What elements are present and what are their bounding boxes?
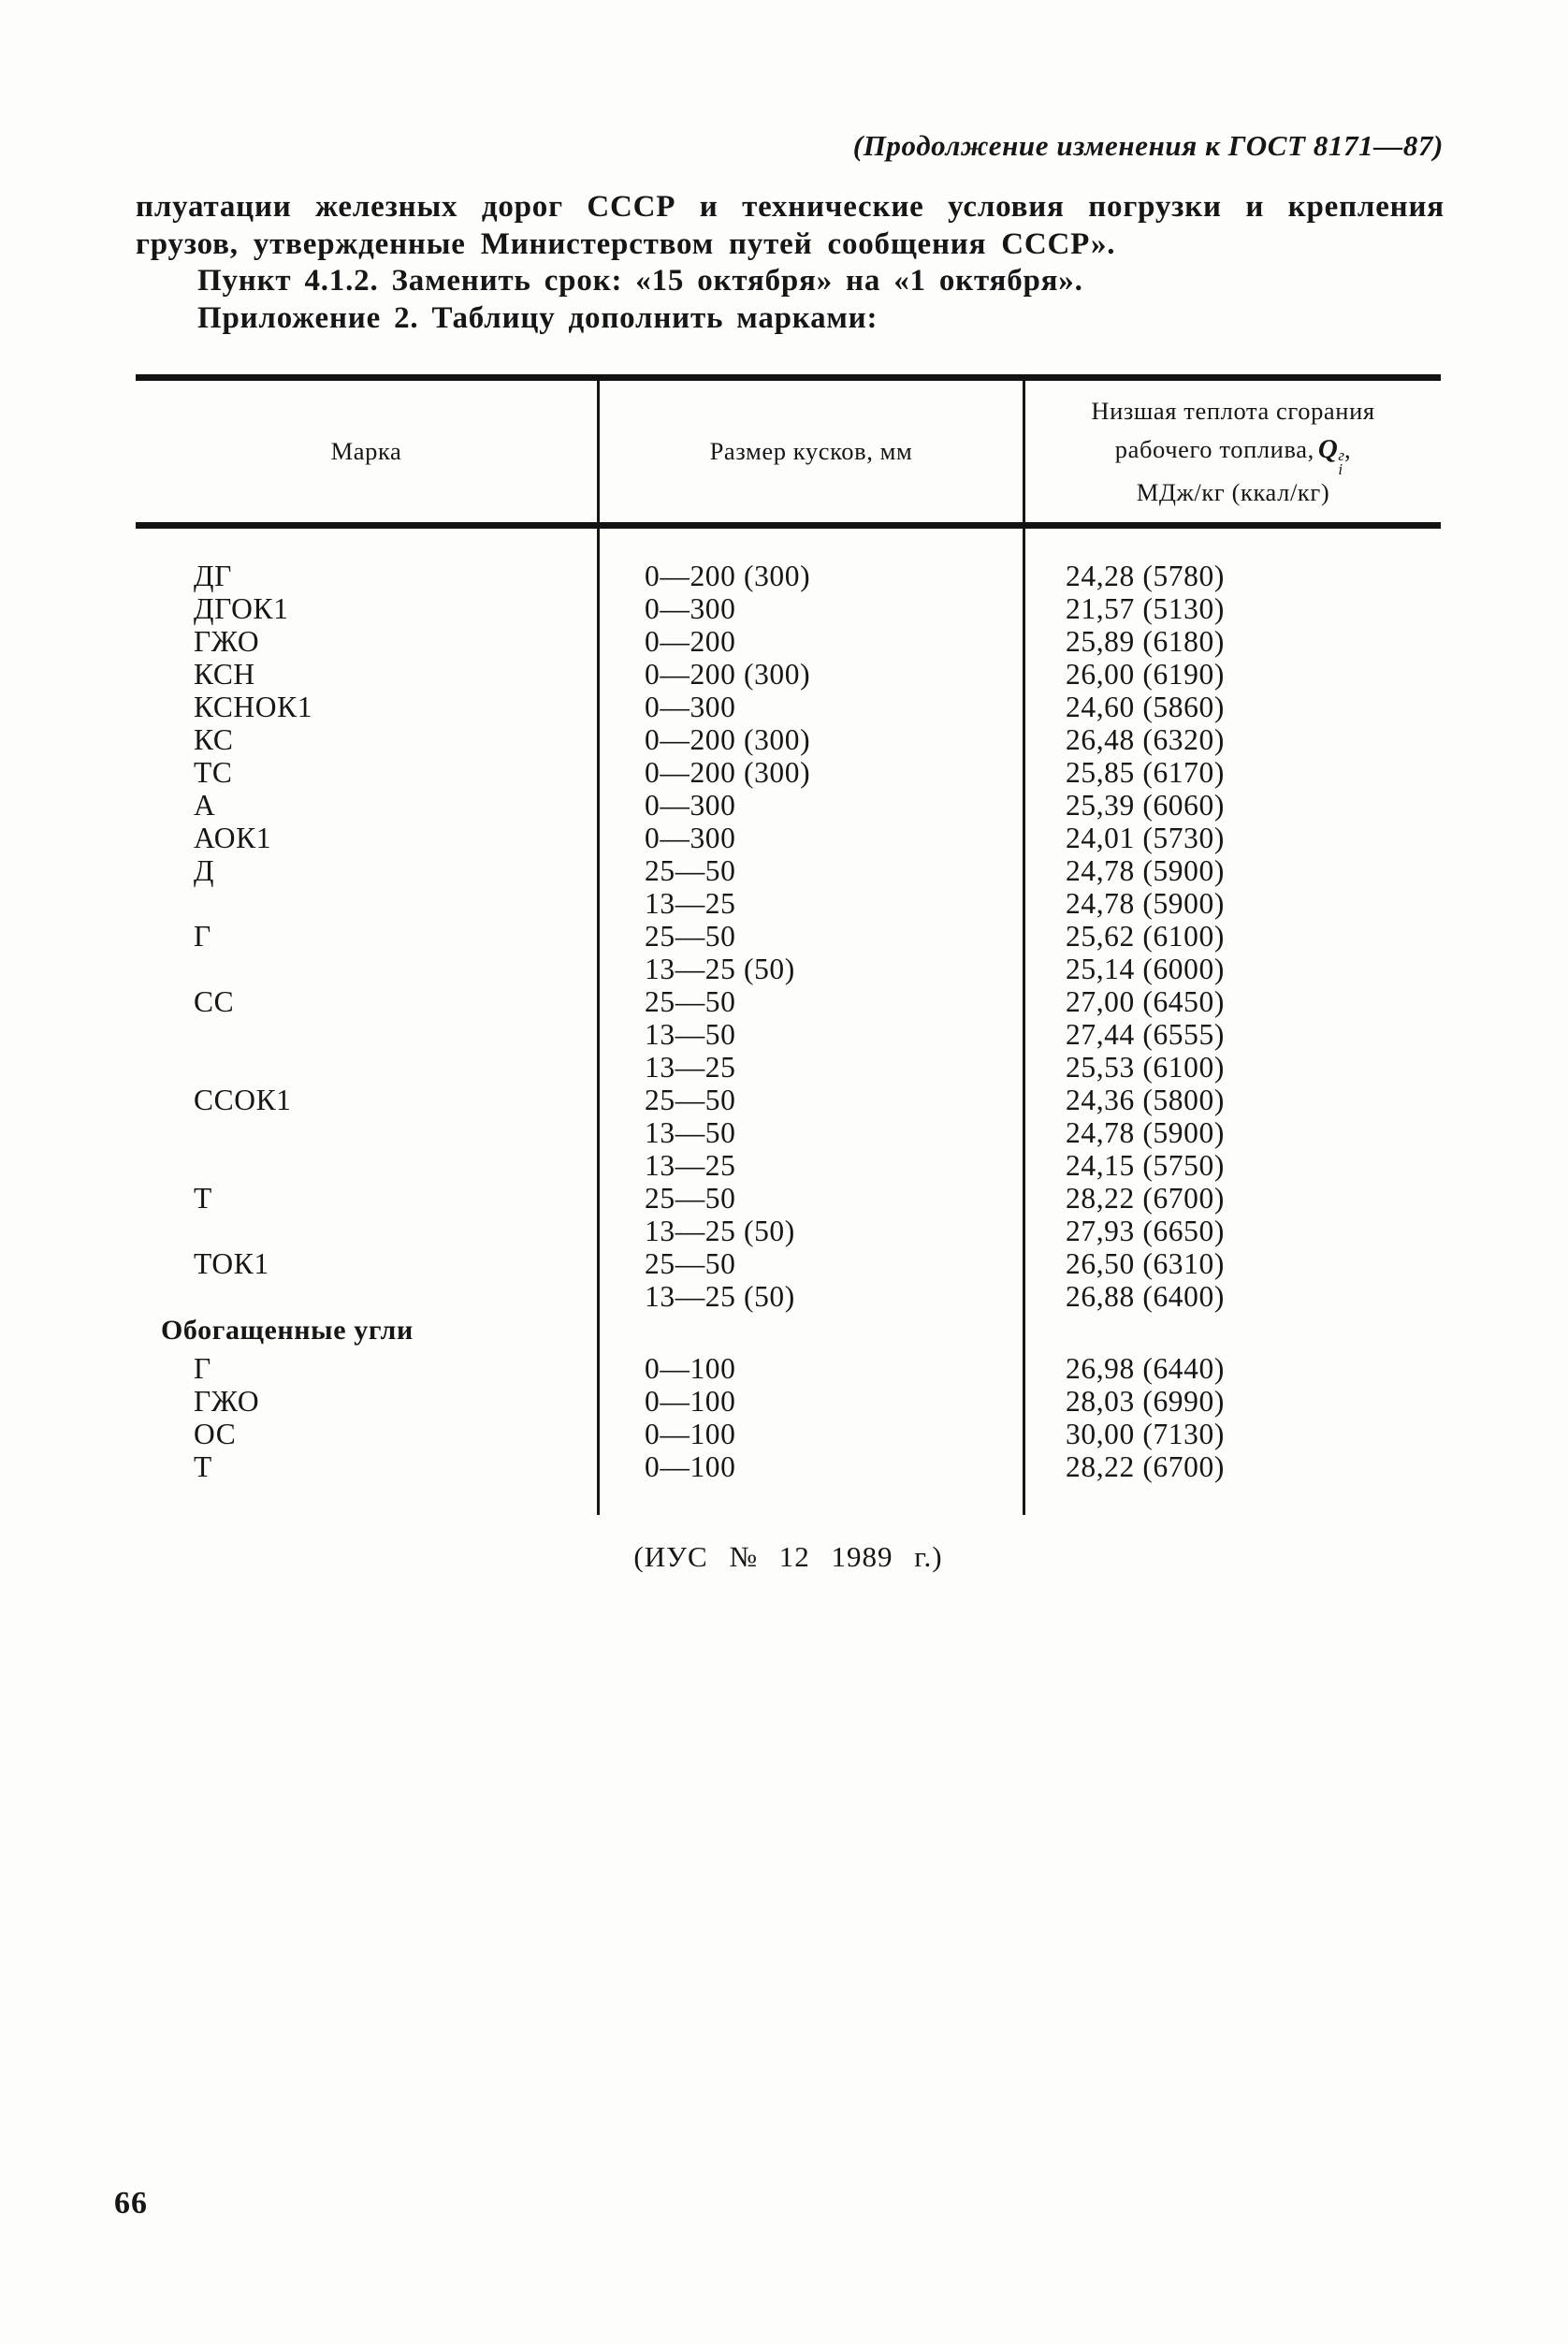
paragraph-word: железных xyxy=(315,190,458,224)
heat-cell: 26,48 (6320) xyxy=(1023,723,1441,756)
size-cell: 0—200 (300) xyxy=(597,658,1023,691)
size-cell: 0—200 (300) xyxy=(597,560,1023,592)
mark-cell: ДГ xyxy=(194,560,232,592)
size-cell: 0—100 xyxy=(597,1418,1023,1450)
mark-cell xyxy=(136,1051,597,1084)
size-cell: 13—25 (50) xyxy=(597,953,1023,985)
table-row xyxy=(136,625,1441,658)
q-sup-sub xyxy=(1338,445,1344,478)
paragraph-line-3: Пункт 4.1.2. Заменить срок: «15 октября» на «1 октября». xyxy=(197,264,1083,298)
size-cell: 0—200 (300) xyxy=(597,756,1023,789)
heat-cell: 26,88 (6400) xyxy=(1023,1280,1441,1313)
size-cell: 13—25 xyxy=(597,1149,1023,1182)
table-row xyxy=(136,1149,1441,1182)
table-row xyxy=(136,1084,1441,1116)
mark-cell: ТС xyxy=(194,756,233,789)
paragraph-word: технические xyxy=(742,190,924,224)
table-row xyxy=(136,789,1441,822)
table-row xyxy=(136,658,1441,691)
heat-header-line2 xyxy=(1114,430,1352,478)
heat-cell: 24,78 (5900) xyxy=(1023,854,1441,887)
heat-cell: 28,03 (6990) xyxy=(1023,1385,1441,1418)
mark-cell: ТОК1 xyxy=(194,1247,269,1280)
q-subscript: i xyxy=(1338,459,1343,478)
table-row xyxy=(136,854,1441,887)
size-cell: 13—25 (50) xyxy=(597,1280,1023,1313)
table-row xyxy=(136,1450,1441,1483)
paragraph-word: условия xyxy=(948,190,1065,224)
intro-paragraph xyxy=(136,189,1445,337)
table-spacer-row xyxy=(136,1483,1441,1515)
heat-cell: 26,00 (6190) xyxy=(1023,658,1441,691)
size-cell: 25—50 xyxy=(597,920,1023,953)
table-row xyxy=(136,1280,1441,1313)
table-header-row xyxy=(136,381,1441,529)
table-row xyxy=(136,920,1441,953)
heat-cell: 24,60 (5860) xyxy=(1023,691,1441,723)
heat-cell: 26,98 (6440) xyxy=(1023,1352,1441,1385)
column-header-size: Размер кусков, мм xyxy=(597,381,1023,522)
table-row xyxy=(136,985,1441,1018)
heat-cell: 24,78 (5900) xyxy=(1023,1116,1441,1149)
heat-cell: 27,44 (6555) xyxy=(1023,1018,1441,1051)
paragraph-line-1 xyxy=(136,189,1445,226)
size-cell: 25—50 xyxy=(597,985,1023,1018)
mark-cell: КСН xyxy=(194,658,255,691)
mark-cell: СС xyxy=(194,985,235,1018)
mark-cell: КС xyxy=(194,723,234,756)
size-cell xyxy=(597,1483,1023,1515)
heat-cell: 25,39 (6060) xyxy=(1023,789,1441,822)
heat-cell: 25,53 (6100) xyxy=(1023,1051,1441,1084)
paragraph-line-4: Приложение 2. Таблицу дополнить марками: xyxy=(197,300,878,335)
heat-cell: 28,22 (6700) xyxy=(1023,1182,1441,1215)
size-cell: 13—25 xyxy=(597,887,1023,920)
table-row xyxy=(136,1215,1441,1247)
mark-cell xyxy=(136,1280,597,1313)
mark-cell: Г xyxy=(194,920,211,953)
column-header-heat xyxy=(1023,381,1441,522)
heat-cell xyxy=(1023,1483,1441,1515)
size-cell: 0—100 xyxy=(597,1352,1023,1385)
mark-cell: ДГОК1 xyxy=(194,592,289,625)
table-row xyxy=(136,1247,1441,1280)
ius-source-note: (ИУС № 12 1989 г.) xyxy=(633,1540,943,1573)
size-cell: 13—50 xyxy=(597,1116,1023,1149)
paragraph-word: и xyxy=(699,190,719,224)
table-row xyxy=(136,691,1441,723)
mark-cell xyxy=(136,953,597,985)
mark-cell xyxy=(136,1215,597,1247)
mark-cell xyxy=(136,1149,597,1182)
table-spacer-row xyxy=(136,529,1441,560)
coal-grades-table xyxy=(136,374,1441,1515)
heat-cell xyxy=(1023,529,1441,560)
table-row xyxy=(136,592,1441,625)
table-row xyxy=(136,1352,1441,1385)
heat-cell: 25,14 (6000) xyxy=(1023,953,1441,985)
heat-cell: 25,85 (6170) xyxy=(1023,756,1441,789)
size-cell: 13—25 (50) xyxy=(597,1215,1023,1247)
size-cell: 0—200 (300) xyxy=(597,723,1023,756)
heat-cell: 30,00 (7130) xyxy=(1023,1418,1441,1450)
table-body xyxy=(136,529,1441,1515)
paragraph-line-2: грузов, утвержденные Министерством путей сообщения СССР». xyxy=(136,226,1116,261)
page-number: 66 xyxy=(114,2186,148,2220)
table-row xyxy=(136,953,1441,985)
mark-cell xyxy=(136,1018,597,1051)
continuation-note: (Продолжение изменения к ГОСТ 8171—87) xyxy=(852,129,1444,162)
mark-cell xyxy=(136,529,597,560)
heat-cell: 24,36 (5800) xyxy=(1023,1084,1441,1116)
table-section-row xyxy=(136,1313,1441,1352)
size-cell xyxy=(597,1313,1023,1352)
paragraph-word: дорог xyxy=(481,190,563,224)
size-cell xyxy=(597,529,1023,560)
paragraph-word: погрузки xyxy=(1088,190,1222,224)
size-cell: 25—50 xyxy=(597,1247,1023,1280)
heat-cell: 26,50 (6310) xyxy=(1023,1247,1441,1280)
heat-cell: 27,00 (6450) xyxy=(1023,985,1441,1018)
mark-cell xyxy=(136,1116,597,1149)
paragraph-word: СССР xyxy=(587,190,676,224)
heat-header-line2-text: рабочего топлива, xyxy=(1114,434,1314,463)
size-cell: 0—200 xyxy=(597,625,1023,658)
mark-cell: КСНОК1 xyxy=(194,691,313,723)
paragraph-word: крепления xyxy=(1287,190,1445,224)
paragraph-word: плуатации xyxy=(136,190,292,224)
table-row xyxy=(136,1018,1441,1051)
q-superscript: г xyxy=(1338,445,1344,464)
table-row xyxy=(136,1418,1441,1450)
heat-cell xyxy=(1023,1313,1441,1352)
size-cell: 13—50 xyxy=(597,1018,1023,1051)
mark-cell: АОК1 xyxy=(194,822,272,854)
heat-cell: 24,15 (5750) xyxy=(1023,1149,1441,1182)
heat-cell: 25,89 (6180) xyxy=(1023,625,1441,658)
size-cell: 25—50 xyxy=(597,1084,1023,1116)
table-row xyxy=(136,723,1441,756)
mark-cell: ОС xyxy=(194,1418,237,1450)
mark-cell: Обогащенные угли xyxy=(161,1315,414,1346)
size-cell: 0—300 xyxy=(597,789,1023,822)
table-row xyxy=(136,822,1441,854)
table-row xyxy=(136,560,1441,592)
size-cell: 0—300 xyxy=(597,592,1023,625)
mark-cell: А xyxy=(194,789,216,822)
paragraph-word: и xyxy=(1245,190,1265,224)
mark-cell: ГЖО xyxy=(194,625,260,658)
mark-cell: Д xyxy=(194,854,215,887)
heat-cell: 24,01 (5730) xyxy=(1023,822,1441,854)
heat-header-line1: Низшая теплота сгорания xyxy=(1091,396,1375,425)
size-cell: 25—50 xyxy=(597,1182,1023,1215)
size-cell: 13—25 xyxy=(597,1051,1023,1084)
table-row xyxy=(136,887,1441,920)
heat-cell: 21,57 (5130) xyxy=(1023,592,1441,625)
mark-cell: ССОК1 xyxy=(194,1084,292,1116)
mark-cell: ГЖО xyxy=(194,1385,260,1418)
table-row xyxy=(136,1051,1441,1084)
size-cell: 25—50 xyxy=(597,854,1023,887)
mark-cell: Т xyxy=(194,1450,212,1483)
size-cell: 0—100 xyxy=(597,1385,1023,1418)
q-symbol: Q xyxy=(1317,433,1339,464)
mark-cell: Т xyxy=(194,1182,212,1215)
mark-cell: Г xyxy=(194,1352,211,1385)
mark-cell xyxy=(136,887,597,920)
column-header-mark: Марка xyxy=(330,437,402,465)
size-cell: 0—300 xyxy=(597,691,1023,723)
heat-cell: 28,22 (6700) xyxy=(1023,1450,1441,1483)
heat-header-line3: МДж/кг (ккал/кг) xyxy=(1136,477,1330,506)
table-row xyxy=(136,1116,1441,1149)
heat-cell: 25,62 (6100) xyxy=(1023,920,1441,953)
heat-cell: 24,78 (5900) xyxy=(1023,887,1441,920)
table-row xyxy=(136,1182,1441,1215)
size-cell: 0—100 xyxy=(597,1450,1023,1483)
size-cell: 0—300 xyxy=(597,822,1023,854)
table-row xyxy=(136,756,1441,789)
heat-header-line2-comma: , xyxy=(1344,434,1352,463)
heat-cell: 27,93 (6650) xyxy=(1023,1215,1441,1247)
table-row xyxy=(136,1385,1441,1418)
heat-cell: 24,28 (5780) xyxy=(1023,560,1441,592)
mark-cell xyxy=(136,1483,597,1515)
